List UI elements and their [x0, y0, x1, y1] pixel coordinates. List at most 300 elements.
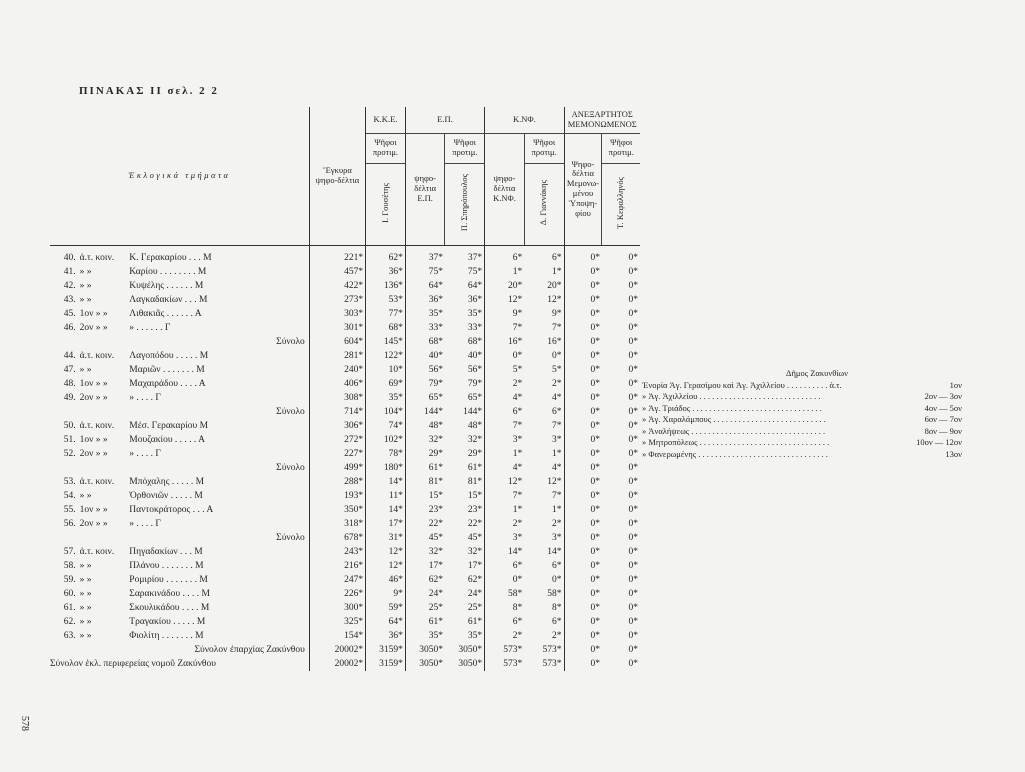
side-note-label: » Ἁγ. Χαραλάμπους . . . . . . . . . . . . . . . . . . . . . . . . . . . [642, 414, 826, 424]
cell-section-name: Σύνολο [276, 463, 305, 473]
cell-knf-b: 3* [512, 435, 523, 445]
cell-knf-p: 573* [524, 643, 564, 657]
cell-section-type: » » [79, 589, 92, 599]
cell-section-name: Σύνολο [276, 533, 305, 543]
cell-section-name: Πλάνου . . . . . . . Μ [129, 561, 204, 571]
cell-section-type: ἀ.τ. κοιν. [79, 421, 115, 431]
cell-kke: 35* [366, 391, 406, 405]
side-note-line [642, 380, 962, 392]
cell-section-type [78, 461, 128, 475]
cell-ind-p: 0* [628, 253, 638, 263]
cell-ind-b: 0* [590, 351, 600, 361]
cell-ind-b: 0* [590, 589, 600, 599]
cell-knf-b: 14* [508, 547, 523, 557]
cell-section-name: Κ. Γερακαρίου . . . Μ [129, 253, 212, 263]
cell-section-type: 2ον » » [79, 323, 108, 333]
cell-valid: 604* [309, 335, 365, 349]
cell-section-name: Μουζακίου . . . . . Α [129, 435, 206, 445]
cell-section-number [50, 643, 78, 657]
cell-knf-p: 4* [524, 461, 564, 475]
cell-ind-p: 0* [628, 309, 638, 319]
cell-knf-b: 6* [512, 407, 523, 417]
cell-knf-p: 7* [524, 419, 564, 433]
cell-kke: 12* [366, 559, 406, 573]
cell-ind-p: 0* [628, 449, 638, 459]
cell-ind-p: 0* [628, 477, 638, 487]
cell-valid: 240* [309, 363, 365, 377]
cell-section-number: 48. [63, 379, 76, 389]
cell-ind-b: 0* [590, 547, 600, 557]
table-row [50, 587, 640, 601]
cell-ind-p: 0* [628, 337, 638, 347]
cell-knf-p: 0* [524, 573, 564, 587]
cell-valid: 308* [309, 391, 365, 405]
table-row [50, 377, 640, 391]
cell-section-number: 56. [63, 519, 76, 529]
cell-knf-b: 12* [508, 295, 523, 305]
side-note-label: » Φανερωμένης . . . . . . . . . . . . . . . . . . . . . . . . . . . . . . . [642, 448, 828, 459]
cell-ind-b: 0* [590, 435, 600, 445]
cell-kke: 53* [366, 293, 406, 307]
cell-section-number: 41. [63, 267, 76, 277]
cell-section-type: » » [79, 603, 92, 613]
cell-section-number: 47. [63, 365, 76, 375]
cell-knf-p: 1* [524, 265, 564, 279]
cell-ind-b: 0* [590, 379, 600, 389]
table-row [50, 349, 640, 363]
cell-ep-p: 35* [445, 307, 485, 321]
table-row [50, 615, 640, 629]
table-heading: ΠΙΝΑΚΑΣ ΙΙ σελ. 2 2 [79, 85, 219, 97]
cell-ep-b: 61* [428, 617, 443, 627]
cell-valid: 457* [309, 265, 365, 279]
cell-ep-b: 32* [428, 547, 443, 557]
cell-ep-b: 24* [428, 589, 443, 599]
header-ep-pref: Ψῆφοι προτιμ. [452, 137, 478, 157]
cell-section-number: 52. [63, 449, 76, 459]
cell-kke: 68* [366, 321, 406, 335]
cell-section-name: Σύνολο [276, 337, 305, 347]
cell-ind-p: 0* [628, 659, 638, 669]
table-row [50, 517, 640, 531]
cell-section-number [50, 405, 78, 419]
total-row [50, 405, 640, 419]
header-valid-ballots: Ἔγκυρα ψηφο-δέλτια [315, 164, 360, 185]
cell-knf-b: 1* [512, 505, 523, 515]
cell-kke: 12* [366, 545, 406, 559]
cell-ep-p: 61* [445, 615, 485, 629]
cell-ind-p: 0* [628, 575, 638, 585]
cell-valid: 221* [309, 245, 365, 265]
cell-kke: 14* [366, 503, 406, 517]
cell-section-number: 59. [63, 575, 76, 585]
cell-kke: 3159* [366, 657, 406, 671]
cell-valid: 306* [309, 419, 365, 433]
cell-ind-p: 0* [628, 491, 638, 501]
cell-section-number: 42. [63, 281, 76, 291]
cell-section-number: 54. [63, 491, 76, 501]
cell-ep-p: 61* [445, 461, 485, 475]
cell-section-name: Ρομιρίου . . . . . . . Μ [129, 575, 208, 585]
table-row [50, 545, 640, 559]
cell-ind-b: 0* [590, 645, 600, 655]
cell-ind-p: 0* [628, 603, 638, 613]
side-note-value: 8ον — 9ον [924, 425, 962, 436]
cell-knf-p: 16* [524, 335, 564, 349]
cell-ep-p: 25* [445, 601, 485, 615]
cell-valid: 300* [309, 601, 365, 615]
cell-section-name: Σκουλικάδου . . . . Μ [129, 603, 210, 613]
cell-kke: 122* [366, 349, 406, 363]
cell-section-type: 1ον » » [79, 435, 108, 445]
side-note-label: » Ἁγ. Τριάδος . . . . . . . . . . . . . . . . . . . . . . . . . . . . . . . [642, 402, 822, 413]
table-row [50, 433, 640, 447]
table-row [50, 601, 640, 615]
cell-knf-b: 58* [508, 589, 523, 599]
cell-ep-p: 17* [445, 559, 485, 573]
cell-ep-b: 45* [428, 533, 443, 543]
table-row [50, 245, 640, 265]
total-row [50, 643, 640, 657]
cell-section-type [78, 643, 128, 657]
cell-knf-p: 3* [524, 433, 564, 447]
cell-ind-b: 0* [590, 491, 600, 501]
side-note-title: Δῆμος Ζακυνθίων [786, 368, 848, 378]
cell-section-type [78, 531, 128, 545]
cell-kke: 31* [366, 531, 406, 545]
header-independent-pref: Ψῆφοι προτιμ. [608, 137, 634, 157]
cell-knf-p: 5* [524, 363, 564, 377]
cell-section-type: 2ον » » [79, 519, 108, 529]
cell-ep-b: 17* [428, 561, 443, 571]
cell-kke: 3159* [366, 643, 406, 657]
cell-ind-p: 0* [628, 533, 638, 543]
table-row [50, 265, 640, 279]
cell-section-number: 51. [63, 435, 76, 445]
cell-ind-p: 0* [628, 407, 638, 417]
side-note-line [642, 426, 962, 438]
cell-ep-p: 33* [445, 321, 485, 335]
cell-ep-b: 3050* [419, 659, 443, 669]
side-note-value: 1ον [949, 379, 962, 390]
cell-ep-p: 45* [445, 531, 485, 545]
cell-ep-p: 48* [445, 419, 485, 433]
cell-ind-b: 0* [590, 659, 600, 669]
side-note-label: » Μητροπόλεως . . . . . . . . . . . . . . . . . . . . . . . . . . . . . . . [642, 437, 830, 447]
cell-kke: 62* [366, 245, 406, 265]
cell-section-name: » . . . . Γ [129, 449, 161, 459]
cell-valid: 20002* [309, 657, 365, 671]
cell-ep-p: 64* [445, 279, 485, 293]
cell-ep-b: 68* [428, 337, 443, 347]
cell-section-type: » » [79, 267, 92, 277]
cell-valid: 301* [309, 321, 365, 335]
cell-knf-b: 5* [512, 365, 523, 375]
results-table-wrap [50, 107, 640, 671]
cell-valid: 288* [309, 475, 365, 489]
cell-ep-p: 22* [445, 517, 485, 531]
header-kke-pref: Ψῆφοι προτιμ. [372, 137, 399, 157]
cell-ind-b: 0* [590, 323, 600, 333]
cell-ind-b: 0* [590, 575, 600, 585]
cell-ind-b: 0* [590, 617, 600, 627]
cell-ind-b: 0* [590, 533, 600, 543]
cell-knf-b: 2* [512, 519, 523, 529]
cell-section-name: Μέσ. Γερακαρίου Μ [129, 421, 209, 431]
cell-ind-p: 0* [628, 519, 638, 529]
cell-knf-b: 8* [512, 603, 523, 613]
cell-section-name: Πηγαδακίων . . . Μ [129, 547, 203, 557]
table-row [50, 363, 640, 377]
cell-section-type: 1ον » » [79, 309, 108, 319]
cell-valid: 281* [309, 349, 365, 363]
side-note-value: 10ον — 12ον [916, 437, 962, 447]
cell-knf-b: 20* [508, 281, 523, 291]
cell-ind-b: 0* [590, 477, 600, 487]
cell-ind-p: 0* [628, 351, 638, 361]
cell-ind-p: 0* [628, 323, 638, 333]
cell-ep-p: 23* [445, 503, 485, 517]
cell-section-type: ἀ.τ. κοιν. [79, 547, 115, 557]
side-note-line [642, 449, 962, 461]
cell-section-type: » » [79, 365, 92, 375]
cell-ep-b: 33* [428, 323, 443, 333]
cell-ind-b: 0* [590, 449, 600, 459]
total-row [50, 531, 640, 545]
cell-knf-b: 9* [512, 309, 523, 319]
cell-kke: 11* [366, 489, 406, 503]
cell-knf-p: 2* [524, 629, 564, 643]
cell-knf-p: 1* [524, 503, 564, 517]
cell-kke: 10* [366, 363, 406, 377]
table-row [50, 279, 640, 293]
cell-valid: 272* [309, 433, 365, 447]
table-row [50, 419, 640, 433]
cell-section-number: 46. [63, 323, 76, 333]
cell-ind-p: 0* [628, 365, 638, 375]
table-row [50, 391, 640, 405]
cell-kke: 46* [366, 573, 406, 587]
cell-ind-p: 0* [628, 561, 638, 571]
cell-valid: 714* [309, 405, 365, 419]
cell-section-number: 40. [63, 253, 76, 263]
cell-knf-p: 12* [524, 293, 564, 307]
cell-kke: 104* [366, 405, 406, 419]
cell-ep-b: 81* [428, 477, 443, 487]
cell-section-number: 57. [63, 547, 76, 557]
cell-section-type: » » [79, 575, 92, 585]
cell-ep-b: 23* [428, 505, 443, 515]
cell-ep-b: 61* [428, 463, 443, 473]
cell-knf-b: 7* [512, 491, 523, 501]
cell-section-type [78, 335, 128, 349]
results-table-body [50, 245, 640, 671]
side-note-value: 2ον — 3ον [924, 391, 962, 401]
cell-section-number: 45. [63, 309, 76, 319]
cell-section-number: 61. [63, 603, 76, 613]
side-note-label: Ἐνορία Ἁγ. Γερασίμου καὶ Ἁγ. Ἀχιλλείου . . . . . . . . . . ἀ.τ. [642, 379, 842, 390]
cell-section-number: 60. [63, 589, 76, 599]
cell-ep-b: 48* [428, 421, 443, 431]
cell-section-type: » » [79, 617, 92, 627]
cell-ep-b: 37* [428, 253, 443, 263]
side-note-line [642, 414, 962, 426]
cell-ep-p: 75* [445, 265, 485, 279]
cell-section-type: 1ον » » [79, 505, 108, 515]
cell-section-name: » . . . . Γ [129, 393, 161, 403]
cell-ep-p: 32* [445, 545, 485, 559]
cell-section-type: » » [79, 295, 92, 305]
cell-section-number: 58. [63, 561, 76, 571]
cell-ep-b: 64* [428, 281, 443, 291]
side-note-label: » Ἀναλήψεως . . . . . . . . . . . . . . . . . . . . . . . . . . . . . . . . [642, 425, 826, 436]
cell-ind-p: 0* [628, 645, 638, 655]
cell-knf-p: 2* [524, 517, 564, 531]
cell-ep-p: 79* [445, 377, 485, 391]
header-candidate-knf: Δ. Γιαννάκης [538, 179, 549, 226]
cell-knf-b: 2* [512, 631, 523, 641]
cell-ind-p: 0* [628, 267, 638, 277]
cell-section-type: ἀ.τ. κοιν. [79, 253, 115, 263]
cell-section-name: Φιολίτη . . . . . . . Μ [129, 631, 204, 641]
cell-knf-p: 7* [524, 321, 564, 335]
cell-section-name: Σαρακινάδου . . . . Μ [129, 589, 210, 599]
cell-ind-p: 0* [628, 295, 638, 305]
cell-ind-b: 0* [590, 295, 600, 305]
total-row [50, 335, 640, 349]
cell-section-number: 62. [63, 617, 76, 627]
cell-section-type: ἀ.τ. κοιν. [79, 351, 115, 361]
cell-kke: 36* [366, 629, 406, 643]
side-note-line [642, 403, 962, 415]
side-note-value: 4ον — 5ον [924, 402, 962, 413]
cell-knf-p: 6* [524, 615, 564, 629]
cell-kke: 14* [366, 475, 406, 489]
cell-knf-b: 12* [508, 477, 523, 487]
cell-ind-b: 0* [590, 365, 600, 375]
table-row [50, 293, 640, 307]
cell-kke: 102* [366, 433, 406, 447]
cell-ep-p: 37* [445, 245, 485, 265]
cell-section-name: » . . . . . . Γ [129, 323, 171, 333]
cell-kke: 74* [366, 419, 406, 433]
cell-knf-b: 2* [512, 379, 523, 389]
header-candidate-independent: Τ. Κεφαλληνός [615, 176, 626, 229]
cell-kke: 145* [366, 335, 406, 349]
table-row [50, 475, 640, 489]
cell-ep-p: 65* [445, 391, 485, 405]
cell-valid: 422* [309, 279, 365, 293]
header-sections: Ἐκλογικά τμήματα [128, 169, 231, 180]
header-candidate-ep: Π. Σπηρόπουλος [458, 174, 469, 232]
cell-knf-b: 1* [512, 449, 523, 459]
cell-valid: 243* [309, 545, 365, 559]
cell-section-number: 53. [63, 477, 76, 487]
page-number: 578 [19, 716, 30, 731]
cell-kke: 17* [366, 517, 406, 531]
cell-ep-p: 144* [445, 405, 485, 419]
cell-section-number [50, 335, 78, 349]
table-row [50, 573, 640, 587]
cell-section-number: 50. [63, 421, 76, 431]
cell-section-name: Παντοκράτορος . . . Α [129, 505, 214, 515]
cell-ep-p: 3050* [445, 657, 485, 671]
cell-ep-b: 56* [428, 365, 443, 375]
cell-section-name: Λαγκαδακίων . . . Μ [129, 295, 208, 305]
table-row [50, 629, 640, 643]
cell-ind-b: 0* [590, 519, 600, 529]
cell-ep-b: 22* [428, 519, 443, 529]
cell-section-name: » . . . . Γ [129, 519, 161, 529]
header-independent-ballots: Ψηφο-δέλτια Μεμονω-μένου Ὑποψη-φίου [566, 158, 600, 218]
cell-section-name: Σύνολον ἐκλ. περιφερείας νομοῦ Ζακύνθου [50, 659, 216, 669]
header-knf: Κ.ΝΦ. [512, 113, 536, 124]
cell-knf-b: 7* [512, 323, 523, 333]
cell-knf-p: 9* [524, 307, 564, 321]
cell-knf-b: 3* [512, 533, 523, 543]
cell-knf-p: 4* [524, 391, 564, 405]
cell-ind-p: 0* [628, 379, 638, 389]
cell-ep-b: 65* [428, 393, 443, 403]
cell-section-number: 43. [63, 295, 76, 305]
table-row [50, 559, 640, 573]
cell-ep-p: 24* [445, 587, 485, 601]
cell-valid: 318* [309, 517, 365, 531]
header-candidate-kke: Ι. Γουσέτης [379, 182, 390, 223]
cell-knf-b: 4* [512, 393, 523, 403]
cell-ind-p: 0* [628, 463, 638, 473]
cell-ind-p: 0* [628, 393, 638, 403]
cell-valid: 247* [309, 573, 365, 587]
cell-knf-b: 7* [512, 421, 523, 431]
table-row [50, 321, 640, 335]
cell-ind-p: 0* [628, 435, 638, 445]
cell-valid: 193* [309, 489, 365, 503]
header-knf-pref: Ψῆφοι προτιμ. [531, 137, 557, 157]
cell-knf-b: 573* [503, 645, 523, 655]
cell-knf-p: 20* [524, 279, 564, 293]
cell-ep-p: 56* [445, 363, 485, 377]
cell-knf-b: 6* [512, 253, 523, 263]
cell-knf-p: 1* [524, 447, 564, 461]
cell-ind-p: 0* [628, 547, 638, 557]
cell-knf-b: 4* [512, 463, 523, 473]
cell-section-number: 63. [63, 631, 76, 641]
cell-section-type: » » [79, 561, 92, 571]
side-note-value: 13ον [945, 448, 962, 459]
cell-kke: 64* [366, 615, 406, 629]
cell-section-name: Καρίου . . . . . . . . Μ [129, 267, 207, 277]
cell-knf-p: 3* [524, 531, 564, 545]
cell-knf-p: 7* [524, 489, 564, 503]
cell-ind-b: 0* [590, 631, 600, 641]
cell-section-type: » » [79, 491, 92, 501]
cell-ind-b: 0* [590, 253, 600, 263]
cell-ep-p: 32* [445, 433, 485, 447]
cell-knf-p: 2* [524, 377, 564, 391]
cell-knf-b: 6* [512, 617, 523, 627]
cell-section-name: Λαγοπόδου . . . . . Μ [129, 351, 209, 361]
cell-ep-b: 40* [428, 351, 443, 361]
cell-ep-b: 15* [428, 491, 443, 501]
header-kke: Κ.Κ.Ε. [373, 113, 398, 124]
cell-knf-b: 573* [503, 659, 523, 669]
cell-knf-p: 6* [524, 405, 564, 419]
cell-section-type: 2ον » » [79, 393, 108, 403]
cell-knf-b: 6* [512, 561, 523, 571]
cell-valid: 154* [309, 629, 365, 643]
cell-ep-b: 36* [428, 295, 443, 305]
